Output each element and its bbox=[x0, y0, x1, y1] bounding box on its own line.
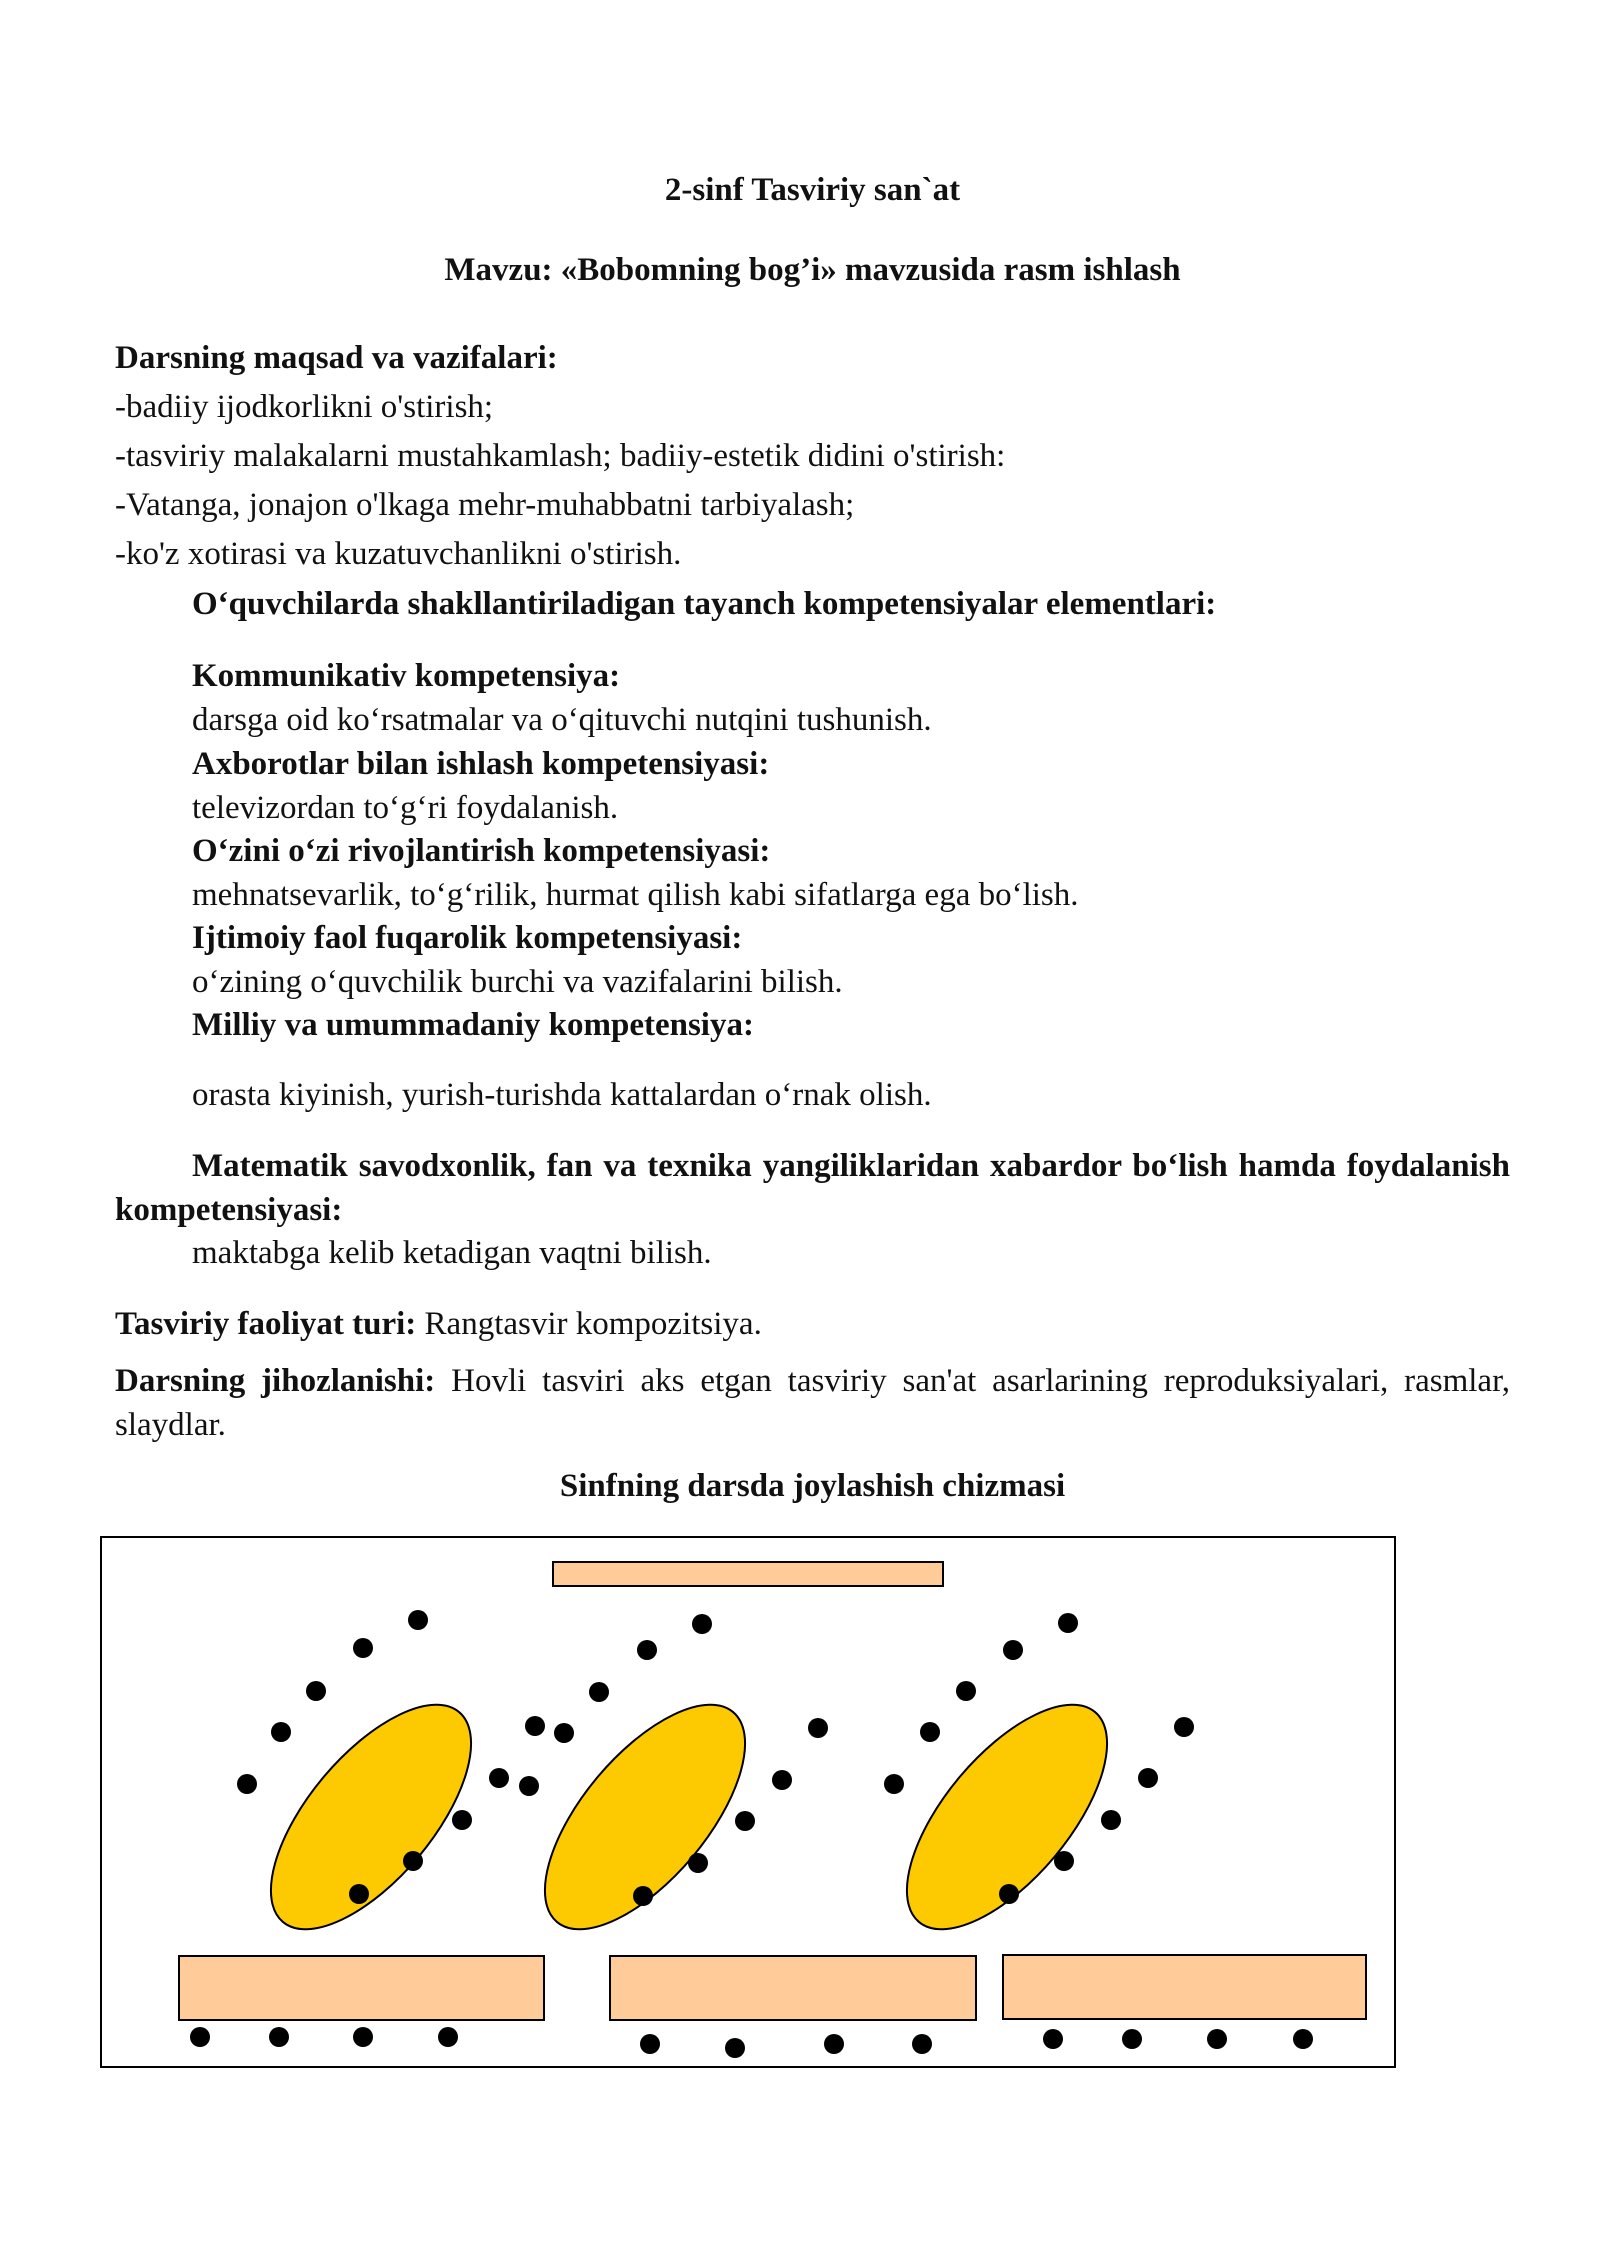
student-seat bbox=[349, 1884, 369, 1904]
student-seat bbox=[808, 1718, 828, 1738]
goals-heading: Darsning maqsad va vazifalari: bbox=[115, 340, 558, 376]
student-seat bbox=[956, 1681, 976, 1701]
competency-text: o‘zining o‘quvchilik burchi va vazifalarini bilish. bbox=[192, 964, 843, 1000]
student-seat bbox=[408, 1610, 428, 1630]
competencies-heading: O‘quvchilarda shakllantiriladigan tayanch kompetensiyalar elementlari: bbox=[192, 586, 1217, 622]
student-seat bbox=[489, 1768, 509, 1788]
competency-title: Matematik savodxonlik, fan va texnika yangiliklaridan xabardor bo‘lish hamda foydalanish kompetensiyasi: bbox=[115, 1148, 1510, 1228]
document-title: 2-sinf Tasviriy san`at bbox=[664, 172, 961, 208]
competency-text: maktabga kelib ketadigan vaqtni bilish. bbox=[192, 1235, 712, 1271]
student-seat bbox=[525, 1716, 545, 1736]
student-seat bbox=[884, 1774, 904, 1794]
student-seat bbox=[912, 2034, 932, 2054]
student-seat bbox=[1174, 1717, 1194, 1737]
student-seat bbox=[824, 2034, 844, 2054]
activity-line bbox=[115, 1302, 762, 1346]
competency-text: mehnatsevarlik, to‘g‘rilik, hurmat qilish kabi sifatlarga ega bo‘lish. bbox=[192, 877, 1079, 913]
activity-label: Tasviriy faoliyat turi: bbox=[115, 1306, 417, 1342]
teacher-desk bbox=[553, 1562, 943, 1586]
goal-item: -ko'z xotirasi va kuzatuvchanlikni o'stirish. bbox=[115, 536, 682, 572]
student-seat bbox=[637, 1640, 657, 1660]
competency-text: orasta kiyinish, yurish-turishda kattalardan o‘rnak olish. bbox=[192, 1077, 932, 1113]
student-seat bbox=[403, 1851, 423, 1871]
equipment-label: Darsning jihozlanishi: bbox=[115, 1363, 436, 1399]
competency-title: Kommunikativ kompetensiya: bbox=[192, 658, 621, 694]
student-seat bbox=[589, 1682, 609, 1702]
student-seat bbox=[452, 1810, 472, 1830]
diagram-title: Sinfning darsda joylashish chizmasi bbox=[559, 1468, 1066, 1504]
student-seat bbox=[353, 1638, 373, 1658]
competency-text: televizordan to‘g‘ri foydalanish. bbox=[192, 790, 619, 826]
student-seat bbox=[735, 1811, 755, 1831]
student-seat bbox=[772, 1770, 792, 1790]
student-seat bbox=[190, 2027, 210, 2047]
student-seat bbox=[306, 1681, 326, 1701]
student-seat bbox=[688, 1853, 708, 1873]
student-seat bbox=[1101, 1810, 1121, 1830]
student-seat bbox=[1043, 2029, 1063, 2049]
competency-title: Axborotlar bilan ishlash kompetensiyasi: bbox=[192, 746, 770, 782]
student-seat bbox=[271, 1722, 291, 1742]
student-seat bbox=[237, 1774, 257, 1794]
student-desk bbox=[610, 1956, 976, 2020]
student-seat bbox=[1122, 2029, 1142, 2049]
competency-title: Milliy va umummadaniy kompetensiya: bbox=[192, 1007, 754, 1043]
student-seat bbox=[1054, 1851, 1074, 1871]
student-seat bbox=[519, 1776, 539, 1796]
activity-value: Rangtasvir kompozitsiya. bbox=[416, 1306, 762, 1342]
student-seat bbox=[353, 2027, 373, 2047]
goal-item: -badiiy ijodkorlikni o'stirish; bbox=[115, 389, 494, 425]
student-seat bbox=[1003, 1640, 1023, 1660]
student-desk bbox=[179, 1956, 544, 2020]
equipment-line bbox=[115, 1359, 1510, 1447]
student-seat bbox=[633, 1886, 653, 1906]
goal-item: -Vatanga, jonajon o'lkaga mehr-muhabbatni tarbiyalash; bbox=[115, 487, 855, 523]
student-seat bbox=[692, 1614, 712, 1634]
student-seat bbox=[920, 1722, 940, 1742]
student-seat bbox=[1207, 2029, 1227, 2049]
student-seat bbox=[269, 2027, 289, 2047]
student-desk bbox=[1003, 1955, 1366, 2019]
student-seat bbox=[640, 2034, 660, 2054]
student-seat bbox=[999, 1884, 1019, 1904]
student-seat bbox=[554, 1723, 574, 1743]
competency-title: O‘zini o‘zi rivojlantirish kompetensiyasi: bbox=[192, 833, 771, 869]
goal-item: -tasviriy malakalarni mustahkamlash; badiiy-estetik didini o'stirish: bbox=[115, 438, 1006, 474]
competency-text: darsga oid ko‘rsatmalar va o‘qituvchi nutqini tushunish. bbox=[192, 702, 932, 738]
student-seat bbox=[725, 2038, 745, 2058]
student-seat bbox=[438, 2027, 458, 2047]
student-seat bbox=[1138, 1768, 1158, 1788]
student-seat bbox=[1058, 1613, 1078, 1633]
equipment-value: Hovli tasviri aks etgan tasviriy san'at asarlarining reproduksiyalari, rasmlar, slaydlar. bbox=[115, 1363, 1510, 1443]
lesson-topic: Mavzu: «Bobomning bog’i» mavzusida rasm ishlash bbox=[444, 252, 1181, 288]
competency-title: Ijtimoiy faol fuqarolik kompetensiyasi: bbox=[192, 920, 743, 956]
student-seat bbox=[1293, 2029, 1313, 2049]
classroom-layout-diagram bbox=[100, 1536, 1400, 2072]
